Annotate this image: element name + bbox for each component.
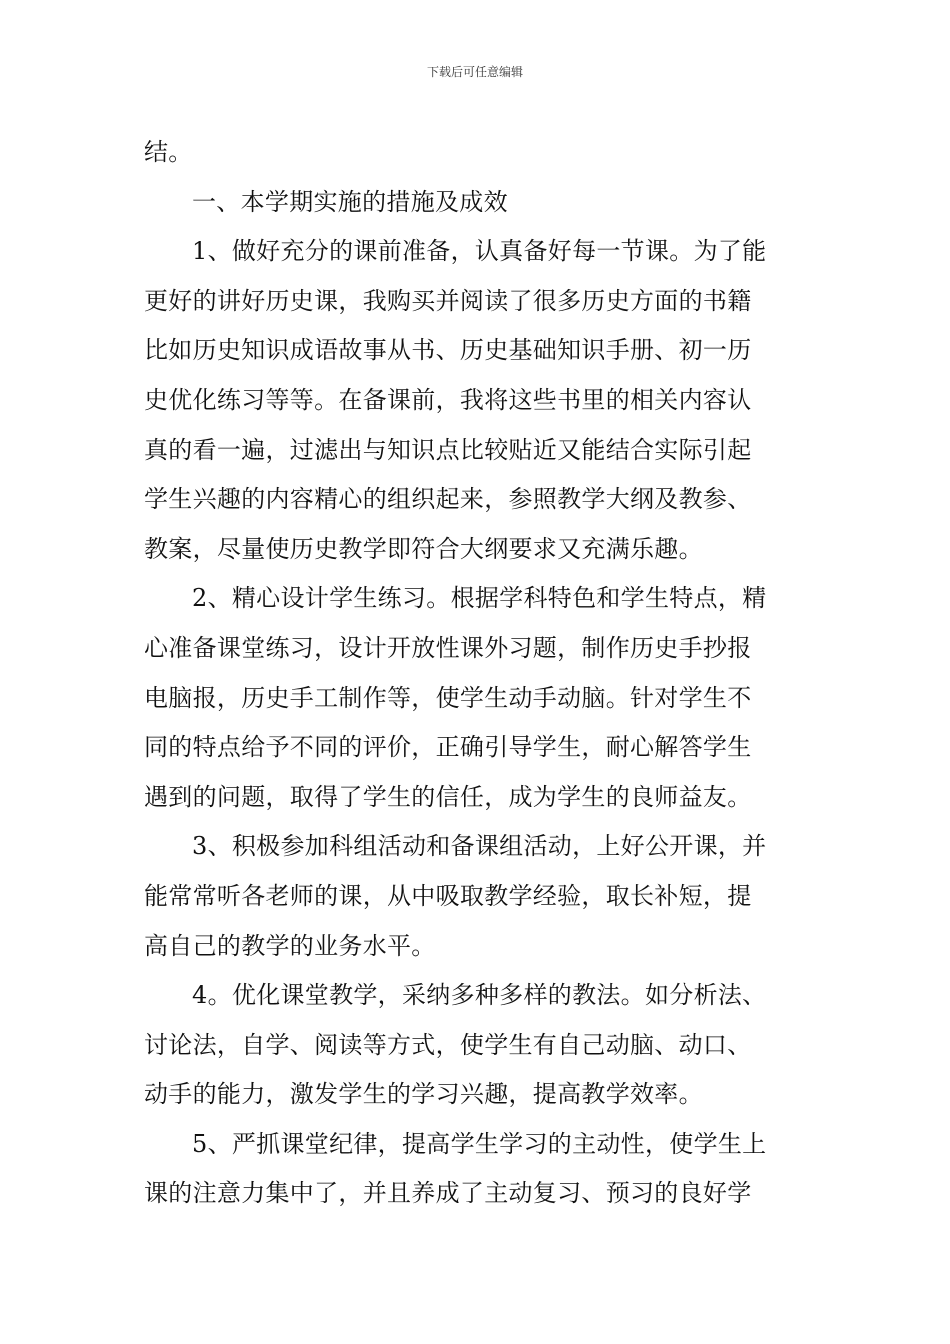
- text-line: 高自己的教学的业务水平。: [144, 931, 436, 960]
- text-line: 能常常听各老师的课，从中吸取教学经验，取长补短，提: [144, 881, 752, 910]
- text-line: 同的特点给予不同的评价，正确引导学生，耐心解答学生: [144, 733, 752, 762]
- text-line: 更好的讲好历史课，我购买并阅读了很多历史方面的书籍: [144, 286, 752, 315]
- text-line: 2、精心设计学生练习。根据学科特色和学生特点，精: [192, 584, 767, 613]
- text-line: 3、积极参加科组活动和备课组活动，上好公开课，并: [192, 832, 767, 861]
- text-line: 1、做好充分的课前准备，认真备好每一节课。为了能: [192, 237, 767, 266]
- text-line: 真的看一遍，过滤出与知识点比较贴近又能结合实际引起: [144, 435, 752, 464]
- text-line: 动手的能力，激发学生的学习兴趣，提高教学效率。: [144, 1080, 703, 1109]
- text-line: 4。优化课堂教学，采纳多种多样的教法。如分析法、: [192, 981, 767, 1010]
- text-line: 史优化练习等等。在备课前，我将这些书里的相关内容认: [144, 385, 752, 414]
- text-line: 教案，尽量使历史教学即符合大纲要求又充满乐趣。: [144, 534, 703, 563]
- text-line: 5、严抓课堂纪律，提高学生学习的主动性，使学生上: [192, 1129, 767, 1158]
- document-body: [144, 128, 808, 1219]
- page-header-note: 下载后可任意编辑: [426, 65, 523, 79]
- text-line: 电脑报，历史手工制作等，使学生动手动脑。针对学生不: [144, 683, 752, 712]
- text-line: 讨论法，自学、阅读等方式，使学生有自己动脑、动口、: [144, 1030, 752, 1059]
- text-line: 遇到的问题，取得了学生的信任，成为学生的良师益友。: [144, 782, 752, 811]
- text-line: 比如历史知识成语故事从书、历史基础知识手册、初一历: [144, 336, 752, 365]
- section-heading: 一、本学期实施的措施及成效: [192, 187, 508, 216]
- text-line: 课的注意力集中了，并且养成了主动复习、预习的良好学: [144, 1179, 752, 1208]
- text-line: 心准备课堂练习，设计开放性课外习题，制作历史手抄报: [144, 633, 752, 662]
- text-line: 学生兴趣的内容精心的组织起来，参照教学大纲及教参、: [144, 485, 752, 514]
- text-line: 结。: [144, 138, 193, 166]
